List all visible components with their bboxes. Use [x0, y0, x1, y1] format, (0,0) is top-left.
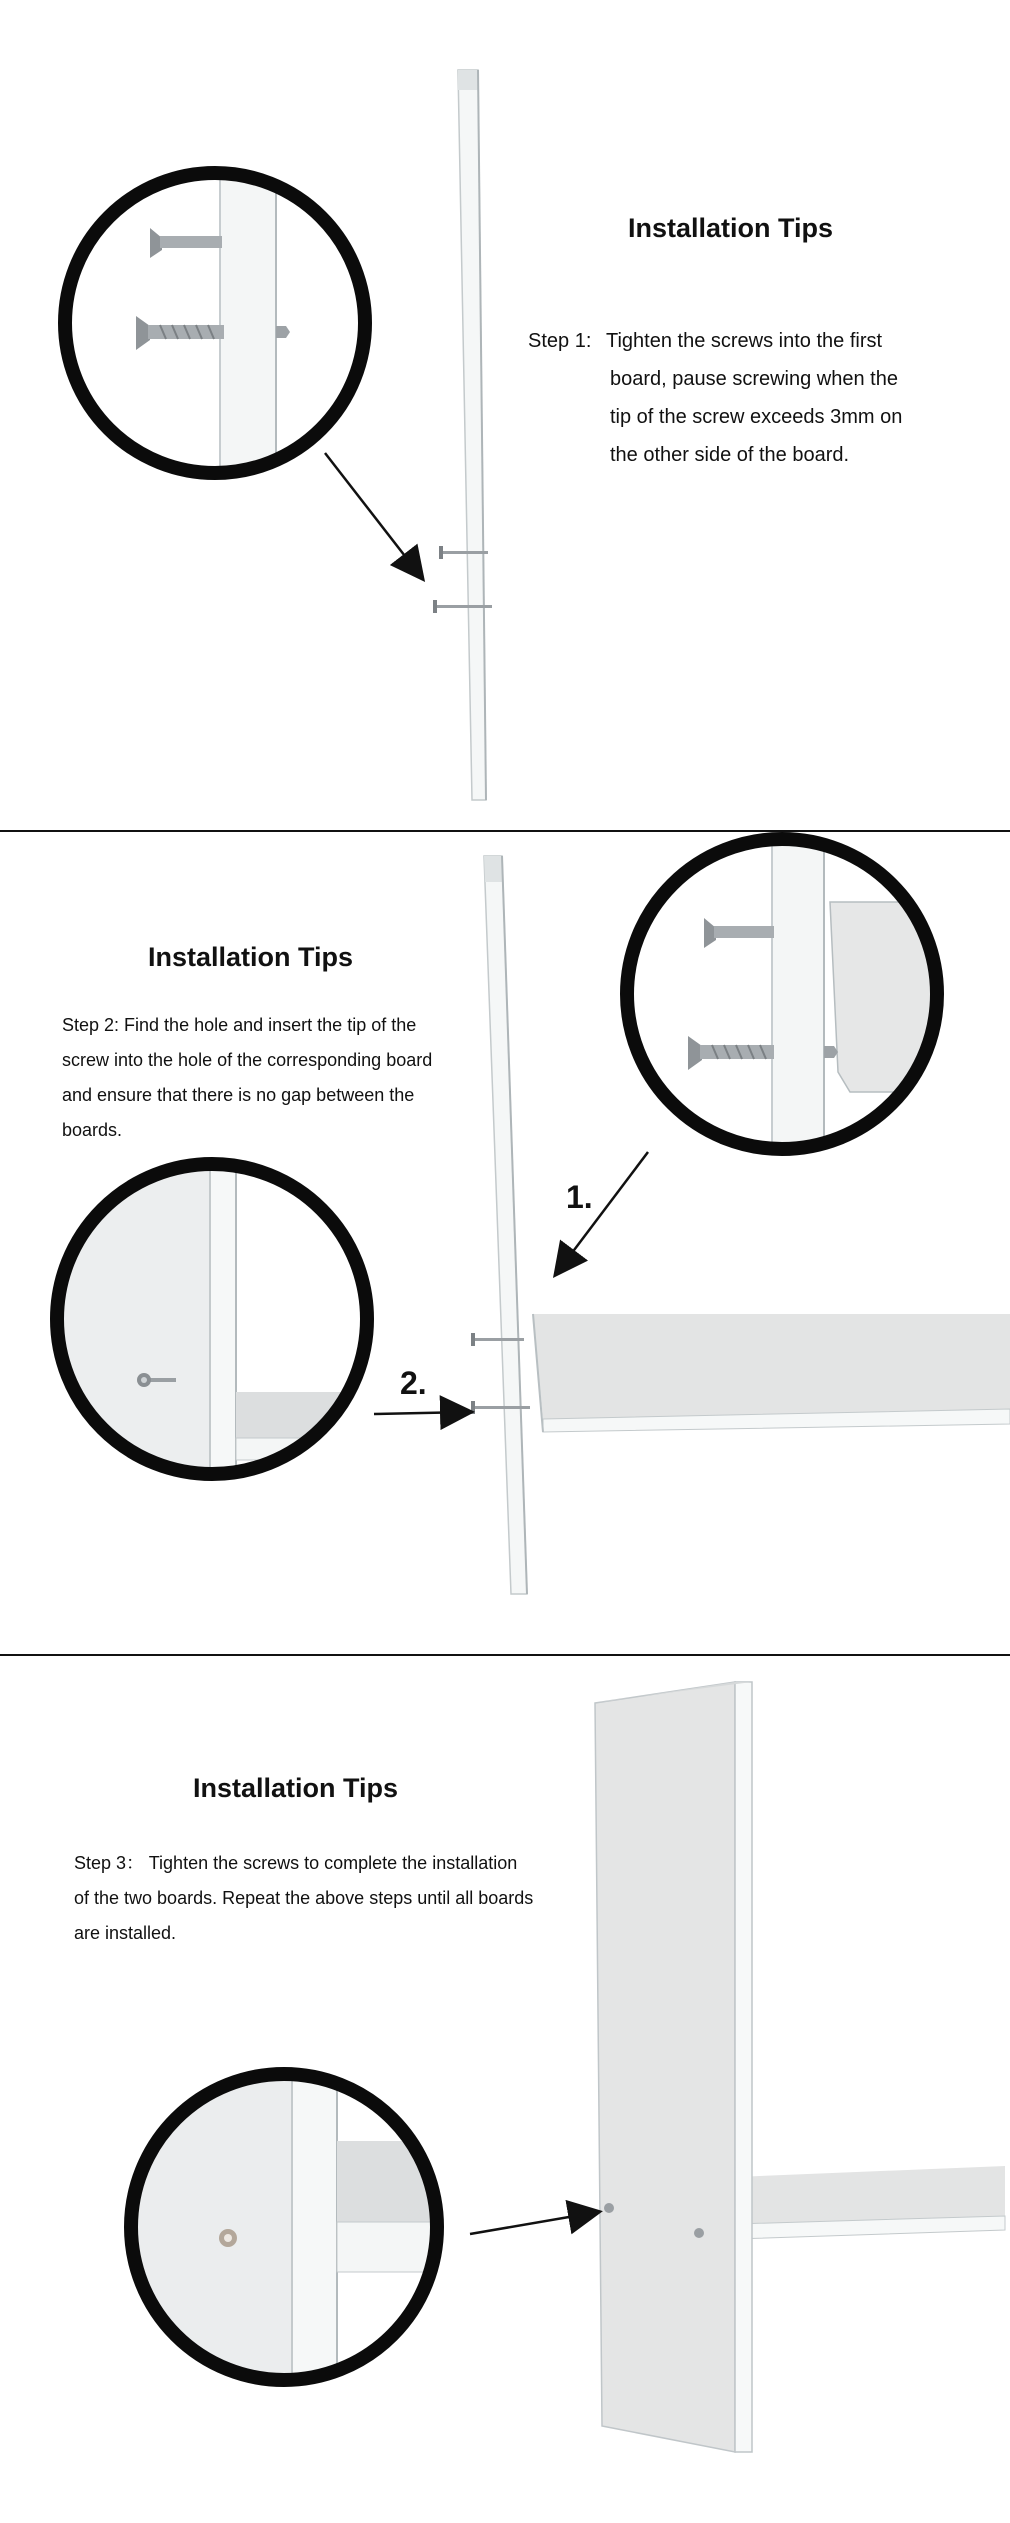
step-1-line-1: Tighten the screws into the first: [606, 330, 883, 352]
zoom-circle-upper: [627, 832, 950, 1172]
step-1-line-4: the other side of the board.: [610, 444, 850, 466]
step-1-line-3: tip of the screw exceeds 3mm on: [610, 406, 903, 428]
step-1-line-2: board, pause screwing when the: [610, 368, 898, 390]
pointer-arrow-2: [374, 1412, 470, 1414]
zoom-circle-step1: [65, 150, 365, 500]
vertical-board-large: [595, 1682, 752, 2452]
step-2-line-1: Step 2: Find the hole and insert the tip of the: [62, 1015, 417, 1035]
step-3-line-1: Step 3： Tighten the screws to complete the installation: [74, 1853, 518, 1873]
vertical-board: [458, 70, 486, 800]
section-step-2: [0, 832, 1010, 1654]
step3-illustration: [0, 1656, 1010, 2523]
horizontal-board: [735, 2166, 1005, 2239]
section-step-1: [0, 0, 1010, 830]
step-2-line-4: boards.: [62, 1120, 123, 1140]
section-title: Installation Tips: [628, 213, 834, 243]
step-1-label: Step 1:: [528, 330, 592, 352]
callout-label-1: 1.: [566, 1179, 593, 1215]
section-step-3: [0, 1656, 1010, 2523]
step-3-line-3: are installed.: [74, 1923, 177, 1943]
screw-head-icon: [219, 2229, 237, 2247]
zoom-circle-lower: [40, 1152, 396, 1492]
callout-label-2: 2.: [400, 1365, 427, 1401]
section-title: Installation Tips: [148, 942, 354, 972]
step-3-line-2: of the two boards. Repeat the above steps until all boards: [74, 1888, 534, 1908]
section-title: Installation Tips: [193, 1773, 399, 1803]
zoom-circle-step3: [120, 2066, 457, 2396]
step-2-line-3: and ensure that there is no gap between the: [62, 1085, 415, 1105]
horizontal-board: [533, 1314, 1010, 1432]
step-2-line-2: screw into the hole of the corresponding board: [62, 1050, 433, 1070]
pointer-arrow: [470, 2212, 598, 2234]
vertical-board: [484, 856, 527, 1594]
pointer-arrow: [325, 453, 422, 578]
